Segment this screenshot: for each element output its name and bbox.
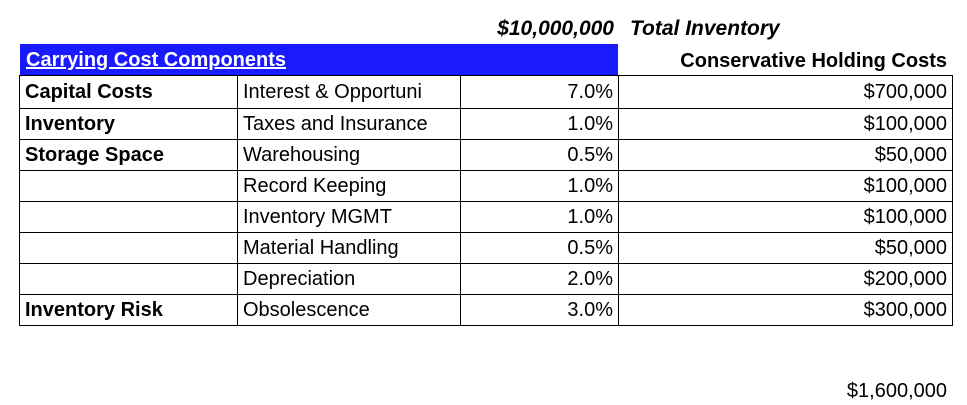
table-row	[20, 264, 953, 295]
percent-cell[interactable]: 0.5%	[461, 233, 619, 264]
cost-cell[interactable]: $100,000	[619, 109, 953, 140]
holding-costs-header[interactable]: Conservative Holding Costs	[680, 50, 947, 72]
category-cell[interactable]	[20, 171, 238, 202]
component-cell[interactable]: Material Handling	[238, 233, 461, 264]
component-cell[interactable]: Interest & Opportuni	[238, 76, 461, 109]
category-cell[interactable]	[20, 233, 238, 264]
component-cell[interactable]: Taxes and Insurance	[238, 109, 461, 140]
category-cell[interactable]: Storage Space	[20, 140, 238, 171]
component-cell[interactable]: Record Keeping	[238, 171, 461, 202]
category-cell[interactable]: Inventory	[20, 109, 238, 140]
component-cell[interactable]: Depreciation	[238, 264, 461, 295]
table-row	[20, 109, 953, 140]
cost-cell[interactable]: $700,000	[619, 76, 953, 109]
table-row	[20, 295, 953, 326]
component-cell[interactable]: Obsolescence	[238, 295, 461, 326]
cost-cell[interactable]: $200,000	[619, 264, 953, 295]
table-row	[20, 76, 953, 109]
cost-cell[interactable]: $100,000	[619, 171, 953, 202]
category-cell[interactable]: Inventory Risk	[20, 295, 238, 326]
percent-cell[interactable]: 1.0%	[461, 202, 619, 233]
components-header-link[interactable]: Carrying Cost Components	[26, 49, 287, 71]
carrying-cost-table	[19, 75, 953, 326]
percent-cell[interactable]: 3.0%	[461, 295, 619, 326]
cost-cell[interactable]: $50,000	[619, 140, 953, 171]
category-cell[interactable]	[20, 264, 238, 295]
components-header-cell[interactable]	[20, 44, 618, 76]
category-cell[interactable]	[20, 202, 238, 233]
table-row	[20, 140, 953, 171]
component-cell[interactable]: Inventory MGMT	[238, 202, 461, 233]
component-cell[interactable]: Warehousing	[238, 140, 461, 171]
table-row	[20, 202, 953, 233]
percent-cell[interactable]: 1.0%	[461, 171, 619, 202]
category-cell[interactable]: Capital Costs	[20, 76, 238, 109]
percent-cell[interactable]: 7.0%	[461, 76, 619, 109]
cost-cell[interactable]: $100,000	[619, 202, 953, 233]
percent-cell[interactable]: 0.5%	[461, 140, 619, 171]
percent-cell[interactable]: 2.0%	[461, 264, 619, 295]
total-inventory-amount[interactable]: $10,000,000	[497, 17, 614, 40]
grand-total-cell[interactable]: $1,600,000	[846, 380, 947, 402]
cost-cell[interactable]: $300,000	[619, 295, 953, 326]
cost-cell[interactable]: $50,000	[619, 233, 953, 264]
total-inventory-label[interactable]: Total Inventory	[630, 17, 780, 40]
percent-cell[interactable]: 1.0%	[461, 109, 619, 140]
table-row	[20, 233, 953, 264]
table-row	[20, 171, 953, 202]
